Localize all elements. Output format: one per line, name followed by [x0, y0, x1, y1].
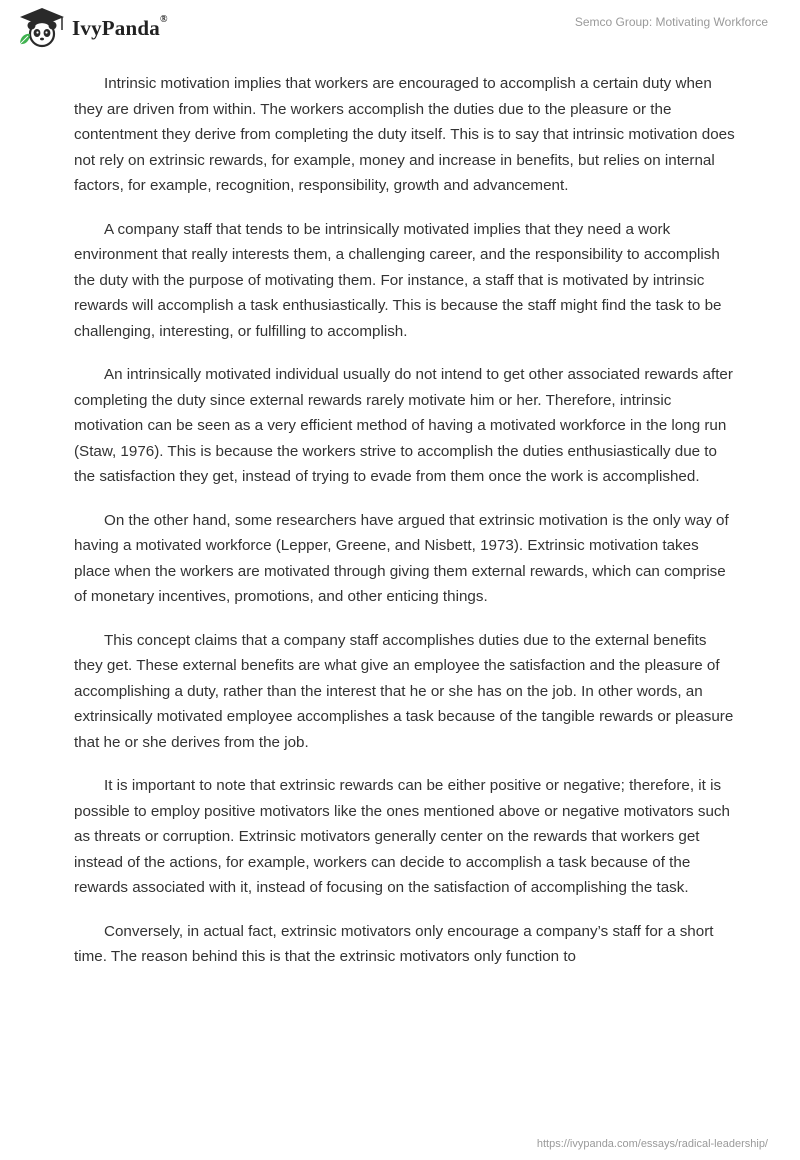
panda-graduate-icon [14, 6, 70, 50]
page-header [0, 0, 800, 60]
paragraph: An intrinsically motivated individual usually do not intend to get other associated rewards after completing the duty since external rewards rarely motivate him or her. Therefore, intrinsic motivation can be seen as a very efficient method of having a motivated workforce in the long run (Staw, 1976). This is because the workers strive to accomplish the duties enthusiastically due to the satisfaction they get, instead of trying to evade from them once the work is accomplished. [74, 366, 733, 485]
paragraph: This concept claims that a company staff accomplishes duties due to the external benefits they get. These external benefits are what give an employee the satisfaction and the pleasure of accomplishing a duty, rather than the interest that he or she has on the job. In other words, an extrinsically motivated employee accomplishes a task because of the tangible rewards or pleasure that he or she derives from the job. [74, 631, 734, 751]
document-title: Semco Group: Motivating Workforce [574, 15, 768, 29]
source-url[interactable]: https://ivypanda.com/essays/radical-leadership/ [536, 1138, 768, 1150]
paragraph: A company staff that tends to be intrinsically motivated implies that they need a work environment that really interests them, a challenging career, and the responsibility to accomplish the duty with the purpose of motivating them. For instance, a staff that is motivated by intrinsic rewards will accomplish a task enthusiastically. This is because the staff might find the task to be challenging, interesting, or fulfilling to accomplish. [74, 220, 722, 340]
paragraph: On the other hand, some researchers have argued that extrinsic motivation is the only way of having a motivated workforce (Lepper, Greene, and Nisbett, 1973). Extrinsic motivation takes place when the workers are motivated through giving them external rewards, which can comprise of monetary incentives, promotions, and other enticing things. [74, 511, 729, 605]
paragraph: Intrinsic motivation implies that workers are encouraged to accomplish a certain duty when they are driven from within. The workers accomplish the duties due to the pleasure or the contentment they derive from completing the duty itself. This is to say that intrinsic motivation does not rely on extrinsic rewards, for example, money and increase in benefits, but relies on internal factors, for example, recognition, responsibility, growth and advancement. [74, 75, 735, 194]
paragraph: Conversely, in actual fact, extrinsic motivators only encourage a company’s staff for a short time. The reason behind this is that the extrinsic motivators only function to [74, 922, 714, 965]
essay-body [74, 71, 736, 988]
registered-mark: ® [159, 13, 168, 25]
logo-text: IvyPanda® [72, 13, 168, 40]
paragraph: It is important to note that extrinsic rewards can be either positive or negative; therefore, it is possible to employ positive motivators like the ones mentioned above or negative motivators such as threats or corruption. Extrinsic motivators generally center on the rewards that workers get instead of the actions, for example, workers can decide to accomplish a task because of the rewards associated with it, instead of focusing on the satisfaction of accomplishing the task. [74, 777, 730, 896]
ivypanda-logo[interactable] [14, 6, 168, 50]
